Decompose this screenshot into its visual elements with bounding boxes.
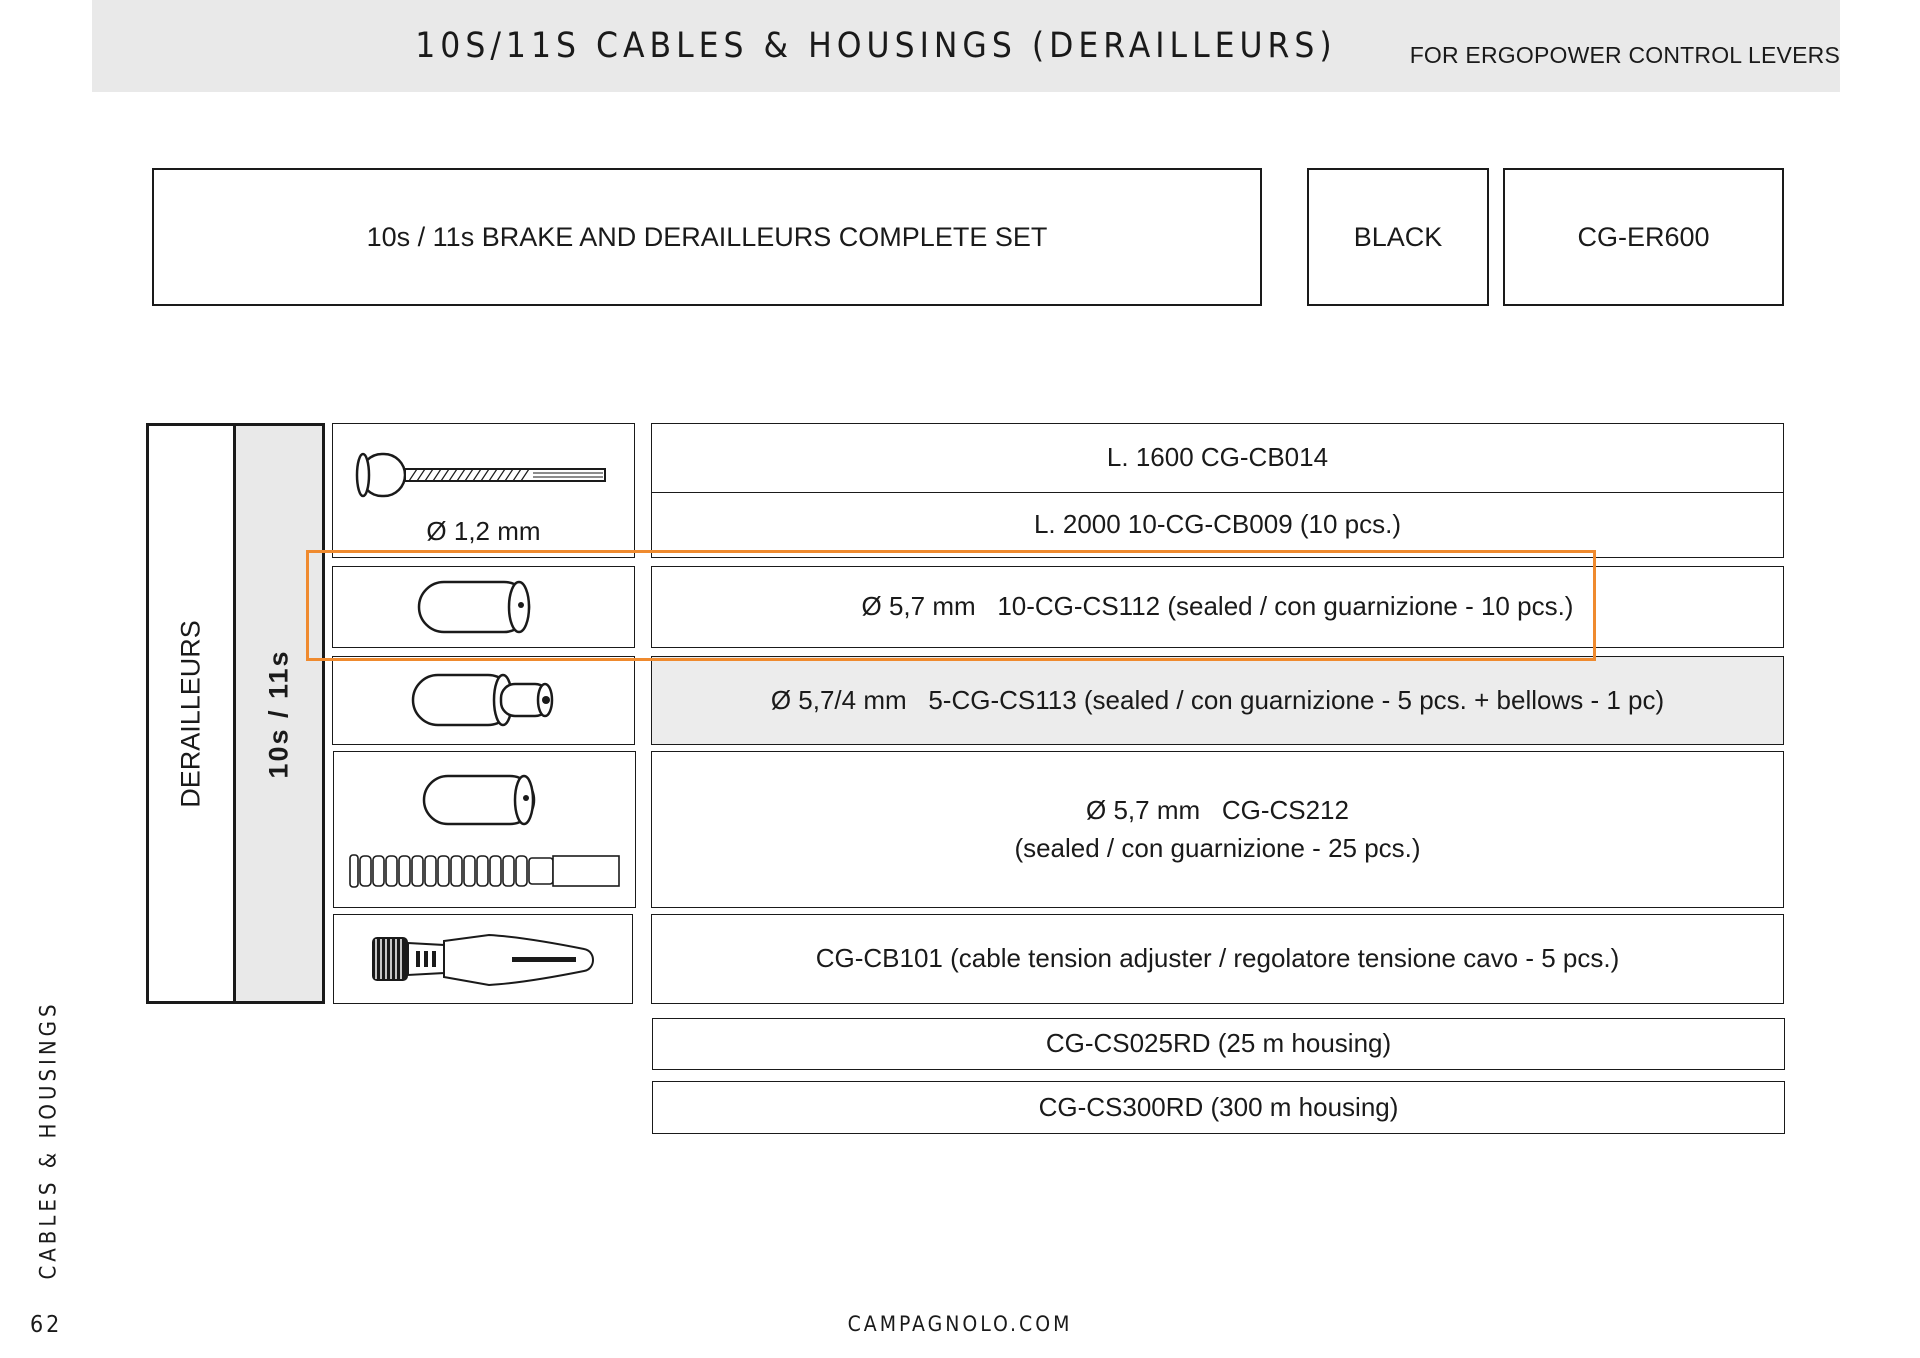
item-row-5 bbox=[651, 914, 1784, 1004]
item-row-7-text: CG-CS300RD (300 m housing) bbox=[1038, 1091, 1399, 1122]
complete-set-color bbox=[1307, 168, 1489, 306]
page-subtitle: FOR ERGOPOWER CONTROL LEVERS bbox=[1409, 42, 1840, 68]
cap-bellows-image-cell bbox=[333, 751, 636, 908]
item-row-0-text: L. 1600 CG-CB014 bbox=[1106, 442, 1329, 473]
page-title: 10S/11S CABLES & HOUSINGS (DERAILLEURS) bbox=[415, 26, 1337, 66]
reduced-cap-image-cell bbox=[332, 656, 635, 745]
series-label: 10s / 11s bbox=[263, 648, 294, 779]
group-label: DERAILLEURS bbox=[175, 619, 206, 808]
item-row-2 bbox=[651, 566, 1784, 648]
complete-set-description-text: 10s / 11s BRAKE AND DERAILLEURS COMPLETE SET bbox=[366, 221, 1048, 252]
housing-cap-icon bbox=[333, 567, 633, 647]
housing-cap-image-cell bbox=[332, 566, 635, 648]
item-row-5-text: CG-CB101 (cable tension adjuster / regolatore tensione cavo - 5 pcs.) bbox=[815, 943, 1620, 974]
cable-icon bbox=[333, 432, 633, 512]
item-row-3 bbox=[651, 656, 1784, 745]
item-row-4 bbox=[651, 751, 1784, 908]
item-row-6 bbox=[652, 1018, 1785, 1070]
item-row-4-line-2: (sealed / con guarnizione - 25 pcs.) bbox=[1014, 832, 1421, 863]
item-row-4-line-1: Ø 5,7 mm CG-CS212 bbox=[1086, 794, 1349, 825]
item-row-6-text: CG-CS025RD (25 m housing) bbox=[1045, 1028, 1392, 1059]
tension-adjuster-image-cell bbox=[333, 914, 633, 1004]
item-row-3-text: Ø 5,7/4 mm 5-CG-CS113 (sealed / con guarnizione - 5 pcs. + bellows - 1 pc) bbox=[770, 684, 1665, 715]
page-number: 62 bbox=[30, 1312, 63, 1338]
complete-set-code-text: CG-ER600 bbox=[1577, 221, 1710, 252]
complete-set-code bbox=[1503, 168, 1784, 306]
tension-adjuster-icon bbox=[334, 915, 634, 1003]
footer-website: CAMPAGNOLO.COM bbox=[847, 1312, 1073, 1336]
cap-with-bellows-icon bbox=[334, 752, 634, 907]
group-label-box bbox=[146, 423, 236, 1004]
item-row-0 bbox=[651, 423, 1784, 493]
cable-diameter-label: Ø 1,2 mm bbox=[426, 516, 541, 546]
reduced-cap-icon bbox=[333, 657, 633, 745]
complete-set-color-text: BLACK bbox=[1353, 221, 1443, 252]
item-row-2-text: Ø 5,7 mm 10-CG-CS112 (sealed / con guarnizione - 10 pcs.) bbox=[861, 591, 1574, 622]
item-row-1-text: L. 2000 10-CG-CB009 (10 pcs.) bbox=[1033, 509, 1402, 540]
series-label-box bbox=[233, 423, 325, 1004]
item-row-1 bbox=[651, 492, 1784, 558]
side-section-tag: CABLES & HOUSINGS bbox=[36, 1000, 62, 1280]
item-row-7 bbox=[652, 1081, 1785, 1134]
complete-set-description bbox=[152, 168, 1262, 306]
